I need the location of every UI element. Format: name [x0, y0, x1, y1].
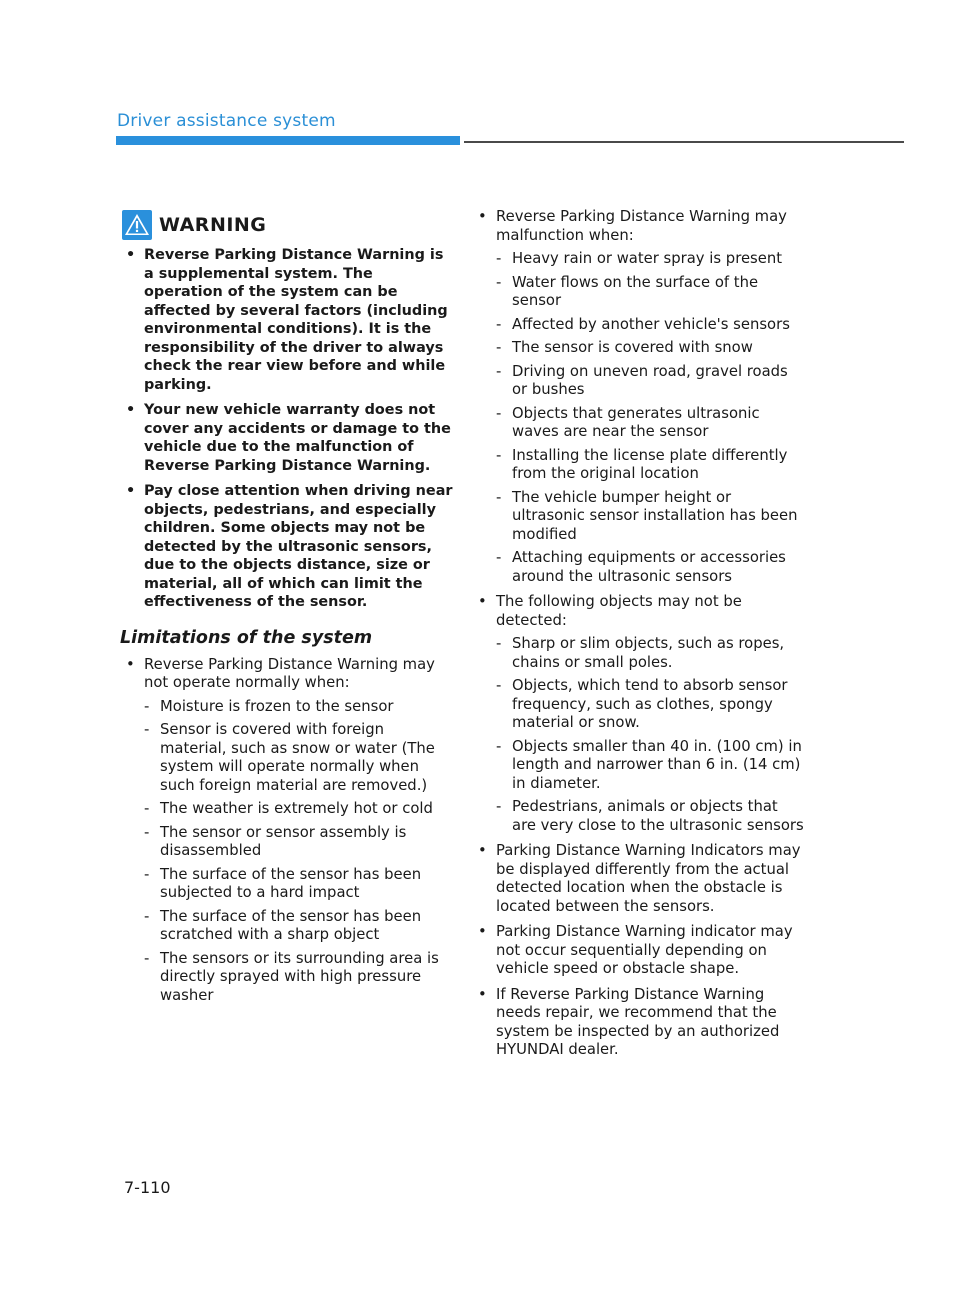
sub-list	[144, 698, 454, 1006]
list-item: • If Reverse Parking Distance Warning needs repair, we recommend that the system be inspected by an authorized HYUNDAI dealer.	[474, 986, 804, 1060]
header-accent-bar	[116, 136, 460, 145]
sub-list-item: - The sensors or its surrounding area is directly sprayed with high pressure washer	[144, 950, 454, 1006]
sub-list-item: - The vehicle bumper height or ultrasonic sensor installation has been modified	[496, 489, 804, 545]
sub-list-item: - Water flows on the surface of the sensor	[496, 274, 804, 311]
list-item: • Reverse Parking Distance Warning may malfunction when: - Heavy rain or water spray is present - Water flows on the surface of the sensor - Affected by another vehicle's sensors - The sensor is covered with snow - Driving on uneven road, gravel roads or bushes - Objects that generates ultrasonic waves are near the sensor - Installing the license plate differently from the original location - The vehicle bumper height or ultrasonic sensor installation has been modified - Attaching equipments or accessories around the ultrasonic sensors	[474, 208, 804, 586]
sub-list-item: - The surface of the sensor has been scratched with a sharp object	[144, 908, 454, 945]
warning-title: WARNING	[159, 214, 267, 236]
warning-header	[122, 210, 454, 240]
sub-list-item: - The weather is extremely hot or cold	[144, 800, 454, 819]
sub-list-item: - Heavy rain or water spray is present	[496, 250, 804, 269]
sub-list	[496, 635, 804, 835]
limitations-heading: Limitations of the system	[120, 627, 373, 648]
sub-list-item: - The sensor is covered with snow	[496, 339, 804, 358]
sub-list-item: - Objects smaller than 40 in. (100 cm) in length and narrower than 6 in. (14 cm) in diameter.	[496, 738, 804, 794]
warning-item: • Your new vehicle warranty does not cover any accidents or damage to the vehicle due to the malfunction of Reverse Parking Distance Warning.	[122, 401, 454, 475]
limitations-list-continued	[474, 208, 804, 1060]
sub-list-item: - Installing the license plate differently from the original location	[496, 447, 804, 484]
list-item: • The following objects may not be detected: - Sharp or slim objects, such as ropes, chains or small poles. - Objects, which tend to absorb sensor frequency, such as clothes, spongy material or snow. - Objects smaller than 40 in. (100 cm) in length and narrower than 6 in. (14 cm) in diameter. - Pedestrians, animals or objects that are very close to the ultrasonic sensors	[474, 593, 804, 835]
left-column	[122, 210, 454, 1012]
page-number: 7-110	[124, 1178, 171, 1197]
warning-list	[122, 246, 454, 612]
limitations-list	[122, 656, 454, 1006]
list-item: • Parking Distance Warning indicator may not occur sequentially depending on vehicle speed or obstacle shape.	[474, 923, 804, 979]
sub-list-item: - Pedestrians, animals or objects that are very close to the ultrasonic sensors	[496, 798, 804, 835]
section-title: Driver assistance system	[117, 111, 336, 131]
sub-list-item: - Driving on uneven road, gravel roads or bushes	[496, 363, 804, 400]
header-divider	[464, 141, 904, 143]
sub-list-item: - Moisture is frozen to the sensor	[144, 698, 454, 717]
sub-list-item: - Attaching equipments or accessories around the ultrasonic sensors	[496, 549, 804, 586]
right-column	[474, 208, 804, 1067]
sub-list	[496, 250, 804, 586]
warning-item: • Reverse Parking Distance Warning is a supplemental system. The operation of the system can be affected by several factors (including environmental conditions). It is the responsibility of the driver to always check the rear view before and while parking.	[122, 246, 454, 394]
sub-list-item: - Affected by another vehicle's sensors	[496, 316, 804, 335]
warning-item: • Pay close attention when driving near objects, pedestrians, and especially children. Some objects may not be detected by the ultrasonic sensors, due to the objects distance, size or material, all of which can limit the effectiveness of the sensor.	[122, 482, 454, 612]
sub-list-item: - The surface of the sensor has been subjected to a hard impact	[144, 866, 454, 903]
list-item: • Parking Distance Warning Indicators may be displayed differently from the actual detected location when the obstacle is located between the sensors.	[474, 842, 804, 916]
sub-list-item: - Sensor is covered with foreign material, such as snow or water (The system will operate normally when such foreign material are removed.)	[144, 721, 454, 795]
sub-list-item: - Objects, which tend to absorb sensor frequency, such as clothes, spongy material or snow.	[496, 677, 804, 733]
sub-list-item: - Objects that generates ultrasonic waves are near the sensor	[496, 405, 804, 442]
list-item: • Reverse Parking Distance Warning may not operate normally when: - Moisture is frozen to the sensor - Sensor is covered with foreign material, such as snow or water (The system will operate normally when such foreign material are removed.) - The weather is extremely hot or cold - The sensor or sensor assembly is disassembled - The surface of the sensor has been subjected to a hard impact - The surface of the sensor has been scratched with a sharp object - The sensors or its surrounding area is directly sprayed with high pressure washer	[122, 656, 454, 1006]
sub-list-item: - Sharp or slim objects, such as ropes, chains or small poles.	[496, 635, 804, 672]
sub-list-item: - The sensor or sensor assembly is disassembled	[144, 824, 454, 861]
warning-triangle-icon	[122, 210, 152, 240]
